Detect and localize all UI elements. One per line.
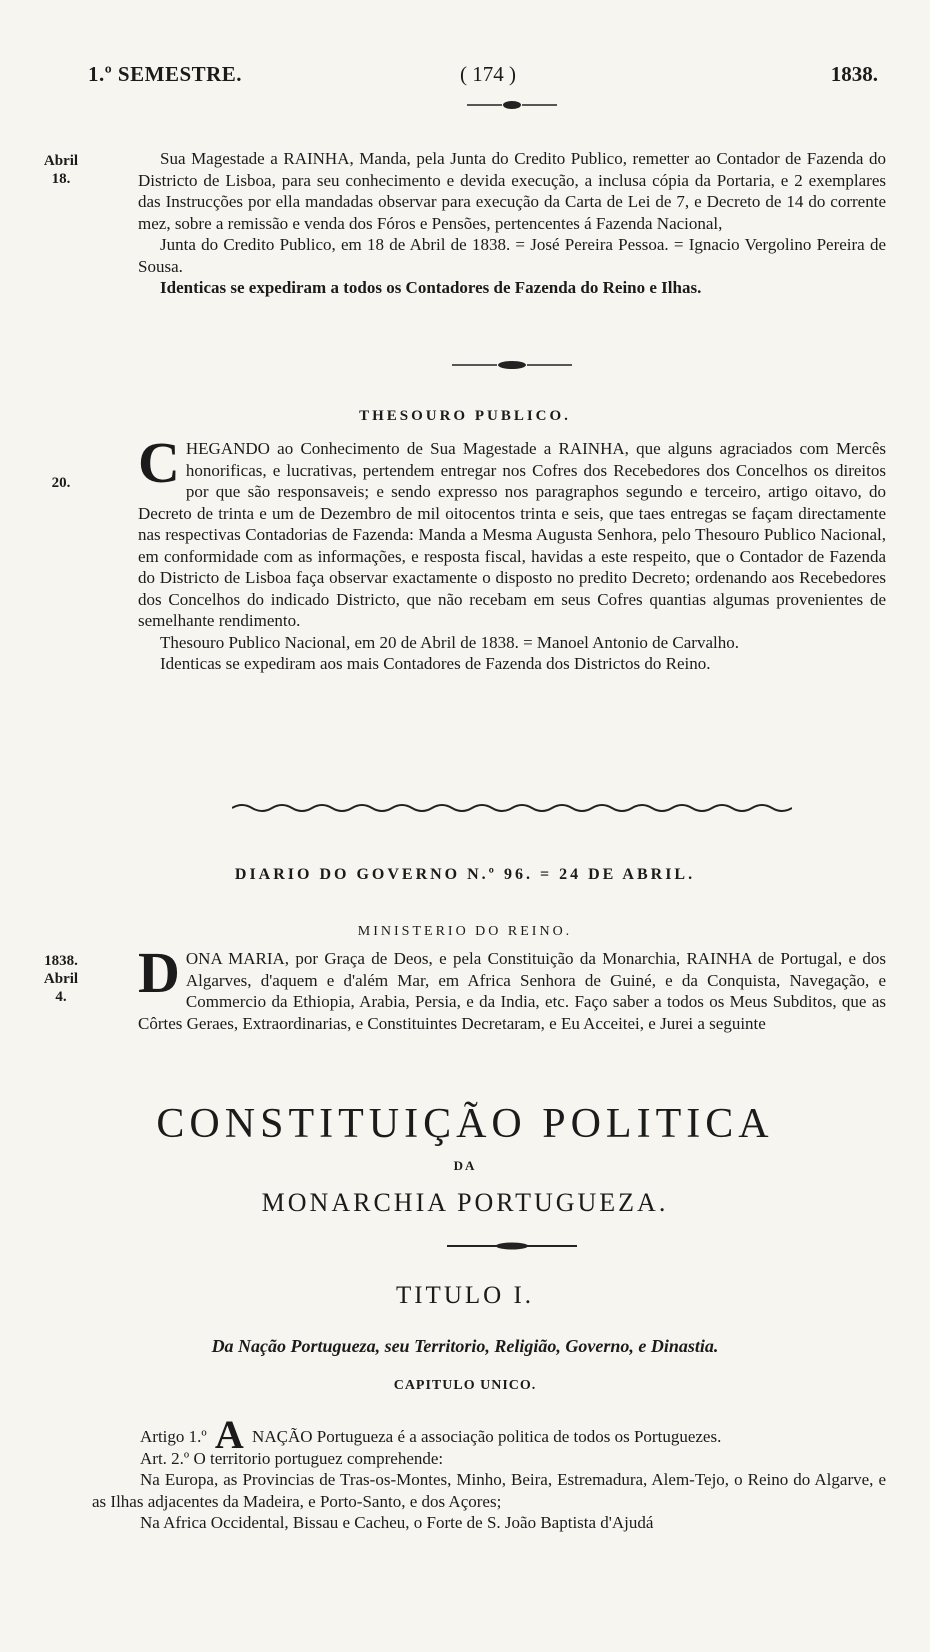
section1-portaria <box>138 148 886 299</box>
territory-africa: Na Africa Occidental, Bissau e Cacheu, o Forte de S. João Baptista d'Ajudá <box>140 1513 654 1532</box>
page-number: ( 174 ) <box>460 62 516 86</box>
section1-footer: Identicas se expediram a todos os Contadores de Fazenda do Reino e Ilhas. <box>160 278 702 297</box>
article2-label: Art. 2.º <box>140 1448 190 1468</box>
article1-label: Artigo 1.º <box>140 1427 207 1446</box>
dropcap-c: C <box>138 430 180 495</box>
diario-heading: DIARIO DO GOVERNO N.º 96. = 24 DE ABRIL. <box>234 866 696 883</box>
semester-label: 1.º SEMESTRE. <box>88 62 243 86</box>
titulo-description: Da Nação Portugueza, seu Territorio, Religião, Governo, e Dinastia. <box>211 1336 719 1356</box>
article1-text: NAÇÃO Portugueza é a associação politica de todos os Portuguezes. <box>252 1427 722 1446</box>
article2-text: O territorio portuguez comprehende: <box>193 1448 444 1468</box>
decree-preamble <box>138 940 886 1034</box>
dropcap-d: D <box>138 940 180 1005</box>
margin-date-april-18: Abril 18. <box>43 153 79 187</box>
section1-signoff: Junta do Credito Publico, em 18 de Abril de 1838. = José Pereira Pessoa. = Ignacio Vergolino Pereira de Sousa. <box>138 235 886 276</box>
section1-body: Sua Magestade a RAINHA, Manda, pela Junta do Credito Publico, remetter ao Contador de Fazenda do Districto de Lisboa, para seu conhecimento e devida execução, a inclusa cópia da Portaria, e 2 exemplares das Instrucções por ella mandadas observar para execução da Carta de Lei de 7, e Decreto de 14 do corrente mez, sobre a remissão e venda dos Fóros e Pensões, pertencentes á Fazenda Nacional, <box>138 149 886 233</box>
constitution-subtitle: MONARCHIA PORTUGUEZA. <box>261 1188 669 1217</box>
margin-date-20: 20. <box>51 475 71 491</box>
dropcap-a: A <box>214 1412 244 1457</box>
decree-body: ONA MARIA, por Graça de Deos, e pela Constituição da Monarchia, RAINHA de Portugal, e dos Algarves, d'aquem e d'além Mar, em Africa Senhora de Guiné, e da Conquista, Navegação, e Commercio da Ethiopia, Arabia, Persia, e da India, etc. Faço saber a todos os Meus Subditos, que as Côrtes Geraes, Extraordinarias, e Constituintes Decretaram, e Eu Acceitei, e Jurei a seguinte <box>138 949 886 1033</box>
title-ornament <box>138 1240 886 1252</box>
titulo-heading: TITULO I. <box>395 1282 535 1309</box>
territory-europe: Na Europa, as Provincias de Tras-os-Montes, Minho, Beira, Estremadura, Alem-Tejo, o Reino do Algarve, e as Ilhas adjacentes da Madeira, e Porto-Santo, e dos Açores; <box>92 1470 886 1511</box>
constitution-title: CONSTITUIÇÃO POLITICA <box>156 1101 774 1147</box>
wavy-ornament <box>138 800 886 816</box>
margin-date-1838-april-4: 1838. Abril 4. <box>43 953 79 1005</box>
header-ornament <box>138 98 886 112</box>
articles <box>92 1412 886 1534</box>
section2-signoff: Thesouro Publico Nacional, em 20 de Abril de 1838. = Manoel Antonio de Carvalho. <box>160 632 739 652</box>
page-header <box>88 62 878 92</box>
constitution-da: DA <box>453 1158 477 1173</box>
ministry-heading: MINISTERIO DO REINO. <box>357 924 573 939</box>
capitulo-heading: CAPITULO UNICO. <box>393 1378 537 1393</box>
section2-footer: Identicas se expediram aos mais Contadores de Fazenda dos Districtos do Reino. <box>160 654 711 673</box>
section2-portaria <box>138 430 886 675</box>
year-label: 1838. <box>830 62 878 86</box>
section-ornament-1 <box>138 358 886 372</box>
thesouro-heading: THESOURO PUBLICO. <box>359 408 571 424</box>
section2-body: HEGANDO ao Conhecimento de Sua Magestade a RAINHA, que alguns agraciados com Mercês honorificas, e lucrativas, pertendem entregar nos Cofres dos Recebedores dos Concelhos os direitos por que são responsaveis; e sendo expresso nos paragraphos segundo e terceiro, artigo oitavo, do Decreto de trinta e um de Dezembro de mil oitocentos trinta e seis, que taes entregas se façam directamente nas respectivas Contadorias de Fazenda: Manda a Mesma Augusta Senhora, pelo Thesouro Publico Nacional, em conformidade com as informações, e resposta fiscal, havidas a este respeito, que o Contador de Fazenda do Districto de Lisboa faça observar exactamente o disposto no predito Decreto; ordenando aos Recebedores dos Concelhos do indicado Districto, que não recebam em seus Cofres quantias algumas provenientes de semelhante rendimento. <box>138 439 886 630</box>
